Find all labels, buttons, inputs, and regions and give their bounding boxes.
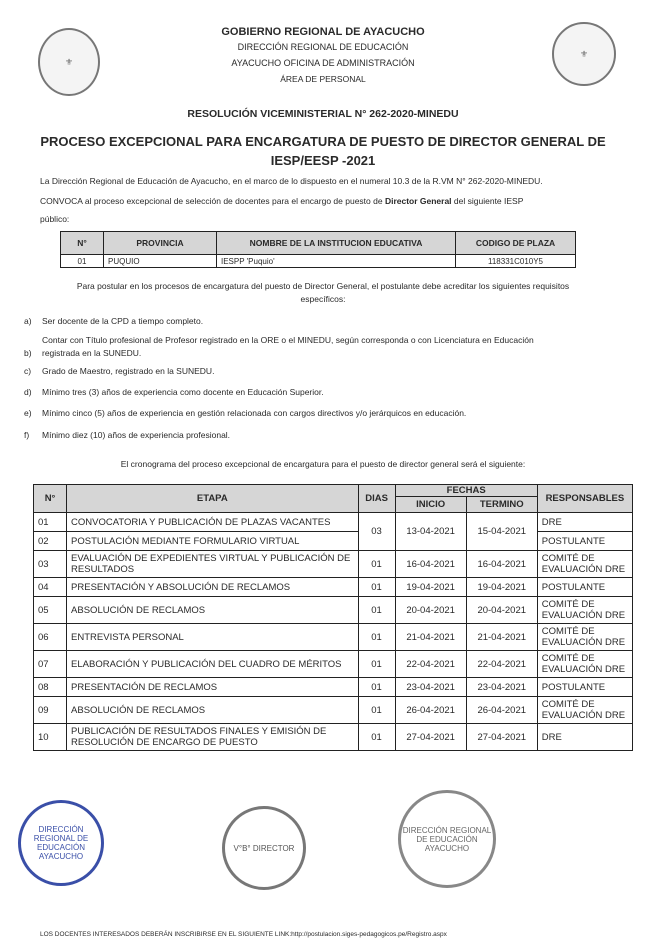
table-cell: 21-04-2021 — [466, 624, 537, 651]
table-cell: ENTREVISTA PERSONAL — [67, 624, 358, 651]
table-cell: 09 — [34, 697, 67, 724]
institution-table — [60, 231, 576, 268]
footer-registration-link[interactable]: LOS DOCENTES INTERESADOS DEBERÁN INSCRIBIRSE EN EL SIGUIENTE LINK:http://postulacion.siges-pedagogicos.pe/Registro.aspx — [40, 931, 447, 938]
table-cell: IESPP 'Puquio' — [217, 255, 456, 268]
table-header: DIAS — [358, 485, 395, 513]
intro-line2 — [40, 196, 523, 206]
table-cell: 27-04-2021 — [395, 724, 466, 751]
table-cell: 21-04-2021 — [395, 624, 466, 651]
requirement-text: Grado de Maestro, registrado en la SUNEDU. — [42, 366, 215, 376]
table-header-row — [34, 485, 633, 497]
table-row — [34, 651, 633, 678]
table-header: PROVINCIA — [104, 232, 217, 255]
requirements-intro-line2: específicos: — [300, 294, 346, 304]
table-cell: 23-04-2021 — [466, 678, 537, 697]
table-cell: COMITÉ DE EVALUACIÓN DRE — [537, 624, 632, 651]
table-cell: 20-04-2021 — [395, 597, 466, 624]
table-cell: 04 — [34, 578, 67, 597]
requirement-item — [24, 366, 634, 376]
table-cell: 26-04-2021 — [395, 697, 466, 724]
requirement-letter: b) — [24, 348, 32, 358]
seal-icon: ⚜ — [579, 48, 589, 59]
table-row — [34, 724, 633, 751]
table-header: N° — [34, 485, 67, 513]
table-cell: 01 — [358, 697, 395, 724]
table-cell: EVALUACIÓN DE EXPEDIENTES VIRTUAL Y PUBLICACIÓN DE RESULTADOS — [67, 551, 358, 578]
table-cell: 01 — [358, 724, 395, 751]
table-row — [34, 597, 633, 624]
table-cell: 01 — [61, 255, 104, 268]
table-cell: 01 — [358, 578, 395, 597]
table-row — [34, 624, 633, 651]
intro-line3: público: — [40, 214, 70, 224]
table-cell: 02 — [34, 532, 67, 551]
table-cell: 01 — [358, 651, 395, 678]
table-row — [34, 697, 633, 724]
requirement-letter: a) — [24, 316, 32, 326]
intro-text-a: CONVOCA al proceso excepcional de selección de docentes para el encargo de puesto de — [40, 196, 385, 206]
requirement-text: Mínimo diez (10) años de experiencia profesional. — [42, 430, 231, 440]
schedule-intro: El cronograma del proceso excepcional de encargatura para el puesto de director general será el siguiente: — [120, 459, 526, 469]
doc-title-line1: PROCESO EXCEPCIONAL PARA ENCARGATURA DE PUESTO DE DIRECTOR GENERAL DE — [40, 134, 606, 149]
table-header-row — [61, 232, 576, 255]
table-cell: 08 — [34, 678, 67, 697]
table-cell: 16-04-2021 — [395, 551, 466, 578]
requirement-text: Mínimo cinco (5) años de experiencia en gestión relacionada con cargos directivos y/o jerárquicos en educación. — [42, 408, 467, 418]
table-cell: POSTULANTE — [537, 678, 632, 697]
table-header: CODIGO DE PLAZA — [456, 232, 576, 255]
table-cell: 06 — [34, 624, 67, 651]
table-cell: 01 — [358, 597, 395, 624]
table-cell: 22-04-2021 — [395, 651, 466, 678]
requirements-intro-line1: Para postular en los procesos de encargatura del puesto de Director General, el postulante debe acreditar los siguientes requisitos — [76, 281, 570, 291]
header-office: AYACUCHO OFICINA DE ADMINISTRACIÓN — [231, 58, 415, 68]
intro-text-c: del siguiente IESP — [451, 196, 524, 206]
seal-icon: ⚜ — [64, 56, 74, 67]
schedule-table — [33, 484, 633, 751]
table-cell: ABSOLUCIÓN DE RECLAMOS — [67, 697, 358, 724]
table-cell: 19-04-2021 — [466, 578, 537, 597]
header-gov: GOBIERNO REGIONAL DE AYACUCHO — [221, 26, 425, 38]
table-cell: 19-04-2021 — [395, 578, 466, 597]
table-header: TERMINO — [466, 497, 537, 513]
table-header: NOMBRE DE LA INSTITUCION EDUCATIVA — [217, 232, 456, 255]
table-cell: 05 — [34, 597, 67, 624]
table-cell: 07 — [34, 651, 67, 678]
doc-title-line2: IESP/EESP -2021 — [270, 153, 376, 168]
requirement-item — [24, 387, 634, 397]
table-cell: 27-04-2021 — [466, 724, 537, 751]
requirement-text: Ser docente de la CPD a tiempo completo. — [42, 316, 204, 326]
table-cell: 10 — [34, 724, 67, 751]
table-cell: PUQUIO — [104, 255, 217, 268]
stamp-text: V°B° DIRECTOR — [233, 843, 295, 853]
table-cell: 01 — [358, 624, 395, 651]
table-cell: 23-04-2021 — [395, 678, 466, 697]
table-header: ETAPA — [67, 485, 358, 513]
table-cell: 26-04-2021 — [466, 697, 537, 724]
table-cell: COMITÉ DE EVALUACIÓN DRE — [537, 651, 632, 678]
table-row — [34, 578, 633, 597]
table-header: INICIO — [395, 497, 466, 513]
table-cell: 15-04-2021 — [466, 513, 537, 551]
requirement-letter: c) — [24, 366, 32, 376]
requirement-item — [24, 408, 634, 418]
table-cell: COMITÉ DE EVALUACIÓN DRE — [537, 551, 632, 578]
requirement-letter: e) — [24, 408, 32, 418]
requirement-text: registrada en la SUNEDU. — [42, 348, 142, 358]
requirement-item — [24, 316, 634, 326]
table-cell: 01 — [358, 678, 395, 697]
table-row — [34, 513, 633, 532]
requirement-text: Contar con Título profesional de Profesor registrado en la ORE o el MINEDU, según corresponda o con Licenciatura en Educación — [42, 335, 534, 345]
table-cell: DRE — [537, 724, 632, 751]
stamp-right — [398, 790, 496, 888]
table-cell: POSTULANTE — [537, 578, 632, 597]
table-cell: POSTULANTE — [537, 532, 632, 551]
table-cell: ABSOLUCIÓN DE RECLAMOS — [67, 597, 358, 624]
requirement-item — [24, 430, 634, 440]
table-row — [34, 678, 633, 697]
table-cell: 01 — [34, 513, 67, 532]
table-header: N° — [61, 232, 104, 255]
table-cell: 03 — [358, 513, 395, 551]
table-cell: 01 — [358, 551, 395, 578]
table-cell: PRESENTACIÓN DE RECLAMOS — [67, 678, 358, 697]
header-area: ÁREA DE PERSONAL — [280, 74, 366, 84]
table-cell: ELABORACIÓN Y PUBLICACIÓN DEL CUADRO DE MÉRITOS — [67, 651, 358, 678]
requirement-item — [24, 348, 634, 358]
intro-text-bold: Director General — [384, 196, 452, 206]
requirement-text: Mínimo tres (3) años de experiencia como docente en Educación Superior. — [42, 387, 324, 397]
table-cell: PRESENTACIÓN Y ABSOLUCIÓN DE RECLAMOS — [67, 578, 358, 597]
stamp-left — [18, 800, 104, 886]
resolution-number: RESOLUCIÓN VICEMINISTERIAL N° 262-2020-MINEDU — [187, 108, 459, 120]
stamp-text: DIRECCIÓN REGIONAL DE EDUCACIÓN AYACUCHO — [33, 825, 89, 861]
table-cell: CONVOCATORIA Y PUBLICACIÓN DE PLAZAS VACANTES — [67, 513, 358, 532]
table-cell: PUBLICACIÓN DE RESULTADOS FINALES Y EMISIÓN DE RESOLUCIÓN DE ENCARGO DE PUESTO — [67, 724, 358, 751]
table-cell: COMITÉ DE EVALUACIÓN DRE — [537, 697, 632, 724]
table-row — [61, 255, 576, 268]
stamp-middle — [222, 806, 306, 890]
table-cell: 13-04-2021 — [395, 513, 466, 551]
header-dir: DIRECCIÓN REGIONAL DE EDUCACIÓN — [237, 42, 409, 52]
table-cell: 118331C010Y5 — [456, 255, 576, 268]
requirement-letter: f) — [24, 430, 30, 440]
intro-line1: La Dirección Regional de Educación de Ayacucho, en el marco de lo dispuesto en el numeral 10.3 de la R.VM N° 262-2020-MINEDU. — [40, 176, 543, 186]
table-cell: 16-04-2021 — [466, 551, 537, 578]
table-cell: 22-04-2021 — [466, 651, 537, 678]
table-row — [34, 551, 633, 578]
table-cell: 20-04-2021 — [466, 597, 537, 624]
requirement-item — [24, 335, 634, 345]
table-header: FECHAS — [395, 485, 537, 497]
table-header: RESPONSABLES — [537, 485, 632, 513]
stamp-text: DIRECCIÓN REGIONAL DE EDUCACIÓN AYACUCHO — [402, 825, 492, 853]
table-cell: DRE — [537, 513, 632, 532]
requirement-letter: d) — [24, 387, 32, 397]
table-cell: POSTULACIÓN MEDIANTE FORMULARIO VIRTUAL — [67, 532, 358, 551]
table-row — [34, 532, 633, 551]
table-cell: 03 — [34, 551, 67, 578]
table-cell: COMITÉ DE EVALUACIÓN DRE — [537, 597, 632, 624]
